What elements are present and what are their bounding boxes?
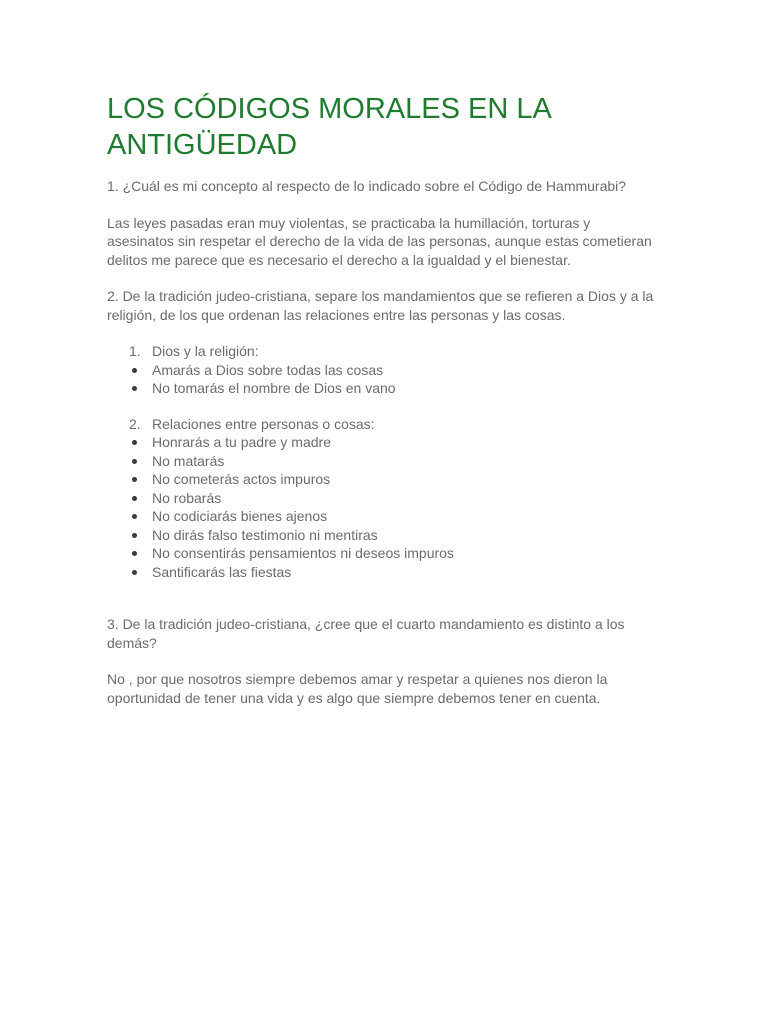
group-number: 2.: [129, 415, 141, 432]
list-item: No cometerás actos impuros: [107, 470, 655, 489]
commandments-group-people: [107, 415, 655, 582]
group-heading-text: Dios y la religión:: [152, 343, 259, 359]
answer-1: Las leyes pasadas eran muy violentas, se practicaba la humillación, torturas y asesinatos sin respetar el derecho de la vida de las personas, aunque estas cometieran delitos me parece que es necesario el derecho a la igualdad y el bienestar.: [107, 214, 652, 268]
list-item: No matarás: [107, 452, 655, 471]
group-heading-text: Relaciones entre personas o cosas:: [152, 415, 375, 432]
question-2: 2. De la tradición judeo-cristiana, separe los mandamientos que se refieren a Dios y a la religión, de los que ordenan las relaciones entre las personas y las cosas.: [107, 288, 654, 323]
document-body: [107, 91, 655, 725]
question-1: 1. ¿Cuál es mi concepto al respecto de lo indicado sobre el Código de Hammurabi?: [107, 178, 627, 194]
group-heading: [107, 342, 655, 361]
answer-3: No , por que nosotros siempre debemos amar y respetar a quienes nos dieron la oportunidad de tener una vida y es algo que siempre debemos tener en cuenta.: [107, 671, 608, 706]
list-item: Santificarás las fiestas: [107, 563, 655, 582]
list-item: No codiciarás bienes ajenos: [107, 507, 655, 526]
list-item: Amarás a Dios sobre todas las cosas: [107, 361, 655, 380]
commandment-list: [107, 433, 655, 581]
list-item: No tomarás el nombre de Dios en vano: [107, 379, 655, 398]
page-title: LOS CÓDIGOS MORALES EN LA ANTIGÜEDAD: [107, 93, 551, 161]
list-item: No robarás: [107, 489, 655, 508]
commandments-group-god: [107, 342, 655, 398]
question-3: 3. De la tradición judeo-cristiana, ¿cree que el cuarto mandamiento es distinto a los demás?: [107, 616, 625, 651]
commandment-list: [107, 361, 655, 398]
group-number: 1.: [129, 343, 141, 359]
list-item: Honrarás a tu padre y madre: [107, 433, 655, 452]
list-item: No dirás falso testimonio ni mentiras: [107, 526, 655, 545]
group-heading: [107, 415, 655, 434]
list-item: No consentirás pensamientos ni deseos impuros: [107, 544, 655, 563]
